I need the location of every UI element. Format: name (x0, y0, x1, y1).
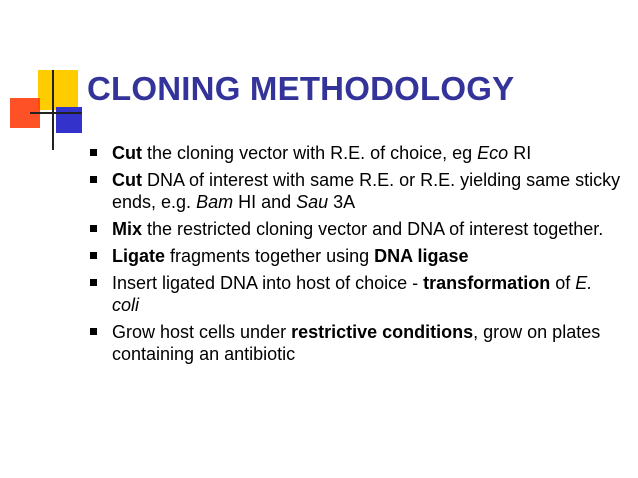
bullet-marker-icon (90, 328, 97, 335)
bullet-item (88, 169, 623, 213)
bullet-text: Eco (477, 143, 509, 163)
bullet-text: DNA of interest with same R.E. or R.E. yielding same sticky ends, e.g. (112, 170, 621, 212)
logo-yellow-square (38, 70, 78, 110)
bullet-text: DNA ligase (374, 246, 469, 266)
bullet-text: , grow on plates containing an antibiotic (112, 322, 601, 364)
bullet-item (88, 142, 623, 164)
bullet-text: the restricted cloning vector and DNA of interest together. (142, 219, 604, 239)
bullet-item (88, 245, 623, 267)
bullet-text: transformation (423, 273, 551, 293)
bullet-marker-icon (90, 225, 97, 232)
logo-horizontal-line (30, 112, 82, 114)
bullet-text: 3A (328, 192, 356, 212)
bullet-text: Mix (112, 219, 143, 239)
logo-blue-square (56, 107, 82, 133)
bullet-text: fragments together using (165, 246, 375, 266)
bullet-text: Sau (296, 192, 329, 212)
bullet-text: of (550, 273, 576, 293)
bullet-marker-icon (90, 176, 97, 183)
bullet-item (88, 321, 623, 365)
bullet-item (88, 272, 623, 316)
bullet-marker-icon (90, 279, 97, 286)
slide-title: CLONING METHODOLOGY (87, 70, 515, 107)
bullet-text: Ligate (112, 246, 166, 266)
bullet-text: Cut (112, 170, 142, 190)
bullet-text: Grow host cells under (112, 322, 292, 342)
bullet-text: Bam (196, 192, 234, 212)
bullet-text: Insert ligated DNA into host of choice - (112, 273, 424, 293)
bullet-text: E. coli (112, 273, 593, 315)
bullet-marker-icon (90, 252, 97, 259)
bullet-text: the cloning vector with R.E. of choice, eg (142, 143, 478, 163)
bullet-item (88, 218, 623, 240)
bullet-marker-icon (90, 149, 97, 156)
logo-vertical-line (52, 70, 54, 150)
bullet-text: RI (508, 143, 532, 163)
bullet-list (88, 142, 623, 370)
bullet-text: HI and (233, 192, 297, 212)
bullet-text: Cut (112, 143, 142, 163)
bullet-text: restrictive conditions (291, 322, 474, 342)
